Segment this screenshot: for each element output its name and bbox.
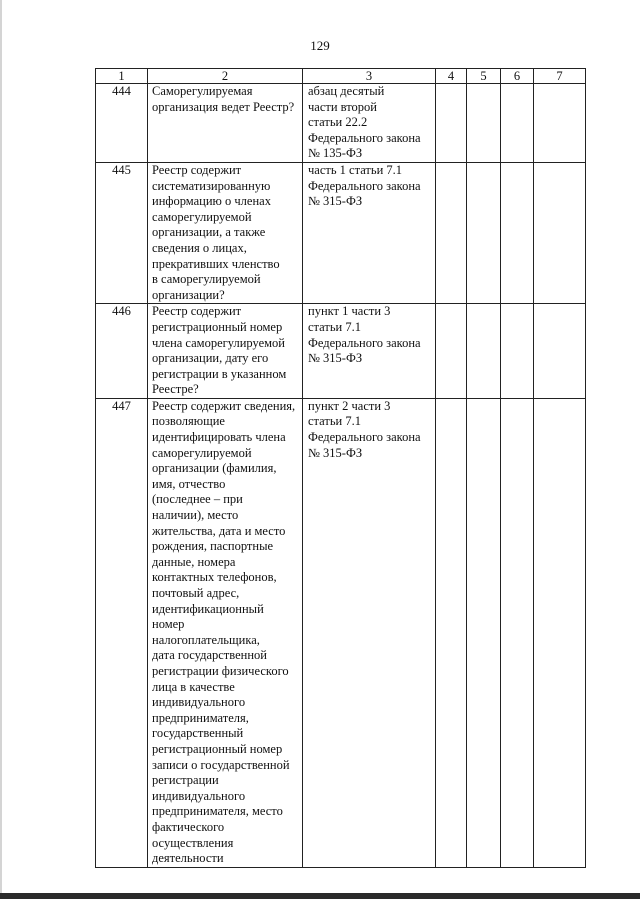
question-line: саморегулируемой <box>152 445 252 460</box>
question-line: рождения, паспортные <box>152 539 274 554</box>
question-line: лица в качестве <box>152 679 235 694</box>
checklist-table <box>95 68 586 868</box>
question-line: организация ведет Реестр? <box>152 99 295 114</box>
empty-answer-cell <box>467 84 501 163</box>
column-header: 6 <box>501 69 534 84</box>
reference-line: № 315-ФЗ <box>308 194 363 209</box>
empty-answer-cell <box>534 84 586 163</box>
question-line: имя, отчество <box>152 476 226 491</box>
question-line: Реестр содержит <box>152 162 242 177</box>
scan-bottom-edge <box>0 893 640 899</box>
reference-line: часть 1 статьи 7.1 <box>308 162 403 177</box>
empty-answer-cell <box>436 162 467 303</box>
table-row <box>96 162 586 303</box>
reference-line: Федерального закона <box>308 130 421 145</box>
question-line: регистрации <box>152 773 219 788</box>
question-line: члена саморегулируемой <box>152 335 285 350</box>
question-line: Саморегулируемая <box>152 84 253 98</box>
question-line: записи о государственной <box>152 757 290 772</box>
question-line: предпринимателя, <box>152 710 249 725</box>
reference-line: пункт 1 части 3 <box>308 304 391 319</box>
reference-line: статьи 7.1 <box>308 319 361 334</box>
question-line: почтовый адрес, <box>152 586 240 600</box>
empty-answer-cell <box>436 84 467 163</box>
column-header: 2 <box>148 69 303 84</box>
question-line: жительства, дата и место <box>152 523 286 538</box>
question-line: дата государственной <box>152 648 267 663</box>
question-line: регистрационный номер <box>152 741 283 756</box>
requirement-question <box>148 84 303 163</box>
question-line: сведения о лицах, <box>152 240 247 255</box>
reference-line: Федерального закона <box>308 178 421 193</box>
empty-answer-cell <box>501 84 534 163</box>
reference-line: Федерального закона <box>308 335 421 350</box>
legal-reference <box>303 398 436 867</box>
question-line: осуществления <box>152 835 234 850</box>
reference-line: № 315-ФЗ <box>308 445 363 460</box>
question-line: номер <box>152 617 185 632</box>
scan-edge <box>0 0 2 899</box>
question-line: налогоплательщика, <box>152 632 260 647</box>
empty-answer-cell <box>501 162 534 303</box>
reference-line: статьи 7.1 <box>308 414 361 429</box>
question-line: систематизированную <box>152 178 271 193</box>
empty-answer-cell <box>534 304 586 399</box>
page-number: 129 <box>310 38 330 53</box>
question-line: наличии), место <box>152 508 239 523</box>
question-line: организации, а также <box>152 225 266 240</box>
reference-line: статьи 22.2 <box>308 115 368 130</box>
question-line: деятельности <box>152 851 224 866</box>
row-number: 445 <box>96 162 148 303</box>
row-number: 446 <box>96 304 148 399</box>
question-line: идентификационный <box>152 601 264 616</box>
empty-answer-cell <box>436 398 467 867</box>
reference-line: Федерального закона <box>308 430 421 445</box>
requirement-question <box>148 304 303 399</box>
column-header: 1 <box>96 69 148 84</box>
column-header: 7 <box>534 69 586 84</box>
question-line: (последнее – при <box>152 492 243 507</box>
question-line: прекративших членство <box>152 256 280 271</box>
empty-answer-cell <box>534 162 586 303</box>
question-line: позволяющие <box>152 414 225 429</box>
question-line: идентифицировать члена <box>152 430 286 445</box>
question-line: организации, дату его <box>152 351 269 366</box>
reference-line: № 315-ФЗ <box>308 351 363 366</box>
legal-reference <box>303 304 436 399</box>
question-line: организации? <box>152 287 225 302</box>
requirement-question <box>148 162 303 303</box>
empty-answer-cell <box>501 398 534 867</box>
reference-line: абзац десятый <box>308 84 385 98</box>
question-line: организации (фамилия, <box>152 461 277 476</box>
legal-reference <box>303 84 436 163</box>
legal-reference <box>303 162 436 303</box>
requirement-question <box>148 398 303 867</box>
reference-line: части второй <box>308 99 377 114</box>
question-line: регистрационный номер <box>152 319 283 334</box>
question-line: государственный <box>152 726 244 741</box>
table-row <box>96 84 586 163</box>
question-line: индивидуального <box>152 695 246 710</box>
reference-line: № 135-ФЗ <box>308 146 363 161</box>
question-line: информацию о членах <box>152 194 271 209</box>
header-row <box>96 69 586 84</box>
row-number: 447 <box>96 398 148 867</box>
question-line: Реестр содержит <box>152 304 242 319</box>
question-line: регистрации физического <box>152 663 289 678</box>
question-line: индивидуального <box>152 788 246 803</box>
question-line: данные, номера <box>152 554 236 569</box>
empty-answer-cell <box>467 304 501 399</box>
reference-line: пункт 2 части 3 <box>308 398 391 413</box>
question-line: в саморегулируемой <box>152 272 261 287</box>
empty-answer-cell <box>467 162 501 303</box>
empty-answer-cell <box>501 304 534 399</box>
column-header: 3 <box>303 69 436 84</box>
question-line: саморегулируемой <box>152 209 252 224</box>
question-line: Реестр содержит сведения, <box>152 398 296 413</box>
column-header: 4 <box>436 69 467 84</box>
empty-answer-cell <box>467 398 501 867</box>
question-line: регистрации в указанном <box>152 366 287 381</box>
empty-answer-cell <box>534 398 586 867</box>
table-body <box>96 69 586 868</box>
column-header: 5 <box>467 69 501 84</box>
row-number: 444 <box>96 84 148 163</box>
question-line: контактных телефонов, <box>152 570 277 585</box>
question-line: предпринимателя, место <box>152 804 283 819</box>
question-line: фактического <box>152 819 225 834</box>
table-row <box>96 398 586 867</box>
empty-answer-cell <box>436 304 467 399</box>
question-line: Реестре? <box>152 382 199 397</box>
table-row <box>96 304 586 399</box>
